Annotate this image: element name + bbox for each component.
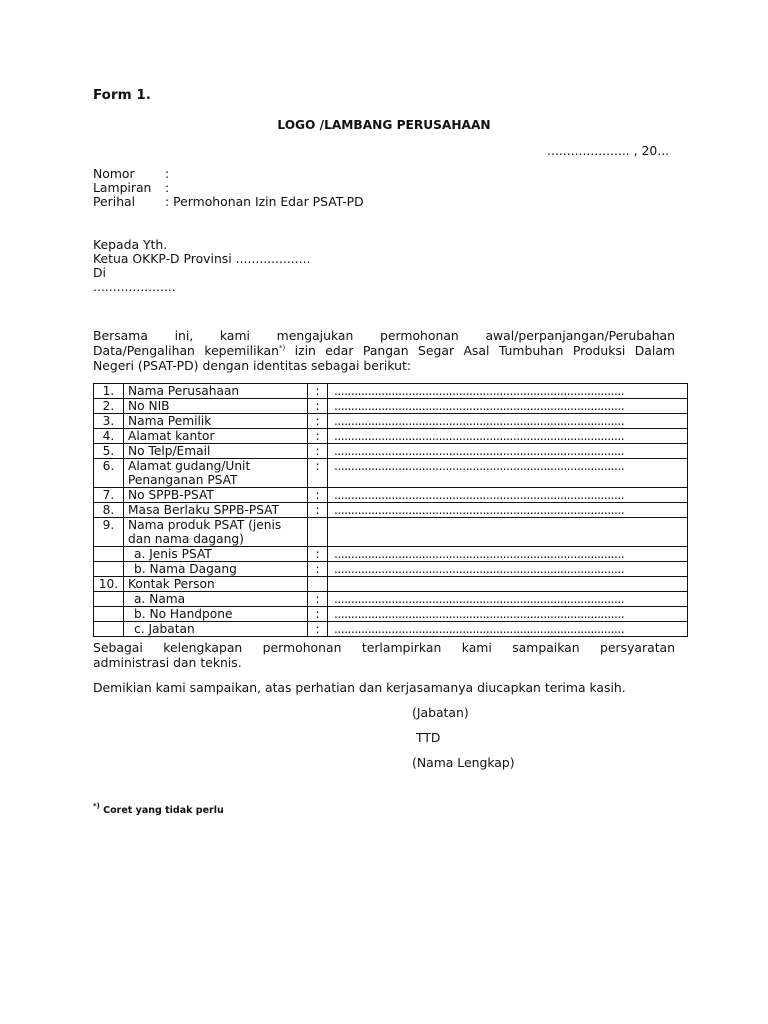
table-row [94, 459, 688, 488]
row-number: 3. [94, 414, 124, 429]
row-value-field[interactable]: ...................................................................................... [328, 547, 688, 562]
logo-placeholder: LOGO /LAMBANG PERUSAHAAN [277, 118, 491, 132]
table-row [94, 622, 688, 637]
table-row [94, 592, 688, 607]
footnote-text: Coret yang tidak perlu [99, 805, 224, 816]
row-value-field[interactable]: ...................................................................................... [328, 384, 688, 399]
table-row [94, 399, 688, 414]
signature-sign: TTD [416, 730, 441, 745]
row-number [94, 607, 124, 622]
row-value-field[interactable]: ...................................................................................... [328, 592, 688, 607]
row-number: 10. [94, 577, 124, 592]
row-colon: : [308, 607, 328, 622]
closing-line: administrasi dan teknis. [93, 655, 242, 670]
row-value-field[interactable] [328, 577, 688, 592]
intro-line: Negeri (PSAT-PD) dengan identitas sebagai berikut: [93, 358, 412, 373]
meta-label: Perihal [93, 194, 136, 209]
table-row [94, 429, 688, 444]
closing-thanks: Demikian kami sampaikan, atas perhatian dan kerjasamanya diucapkan terima kasih. [93, 680, 626, 695]
row-label: Masa Berlaku SPPB-PSAT [124, 503, 308, 518]
intro-line: Bersama ini, kami mengajukan permohonan awal/perpanjangan/Perubahan [93, 328, 675, 343]
row-value-field[interactable]: ...................................................................................... [328, 459, 688, 488]
row-label: Nama Pemilik [124, 414, 308, 429]
row-number: 4. [94, 429, 124, 444]
form-title: Form 1. [93, 87, 151, 103]
row-number: 1. [94, 384, 124, 399]
table-row [94, 518, 688, 547]
meta-value: : [165, 180, 170, 195]
row-value-field[interactable]: ...................................................................................... [328, 429, 688, 444]
footnote [93, 803, 224, 818]
row-colon: : [308, 547, 328, 562]
row-number [94, 547, 124, 562]
row-number: 9. [94, 518, 124, 547]
signature-name: (Nama Lengkap) [412, 755, 515, 770]
meta-value: : [165, 166, 170, 181]
row-value-field[interactable]: ...................................................................................... [328, 503, 688, 518]
identity-table [93, 383, 688, 637]
table-row [94, 488, 688, 503]
meta-perihal [93, 194, 364, 209]
row-number [94, 562, 124, 577]
table-row [94, 414, 688, 429]
row-colon: : [308, 399, 328, 414]
recipient-line: ..................... [93, 279, 176, 294]
row-label: b. No Handpone [124, 607, 308, 622]
row-colon [308, 577, 328, 592]
row-colon: : [308, 384, 328, 399]
table-row [94, 503, 688, 518]
meta-value: : Permohonan Izin Edar PSAT-PD [165, 194, 364, 209]
row-label: No Telp/Email [124, 444, 308, 459]
intro-text: izin edar Pangan Segar Asal Tumbuhan Produksi Dalam [285, 343, 675, 358]
row-label: b. Nama Dagang [124, 562, 308, 577]
footnote-mark: *) [278, 344, 286, 352]
row-number: 7. [94, 488, 124, 503]
row-colon: : [308, 592, 328, 607]
row-colon: : [308, 459, 328, 488]
row-label: Nama Perusahaan [124, 384, 308, 399]
meta-label: Lampiran [93, 180, 152, 195]
intro-paragraph [93, 328, 675, 373]
recipient-line: Ketua OKKP-D Provinsi ................... [93, 251, 311, 266]
row-value-field[interactable]: ...................................................................................... [328, 488, 688, 503]
row-value-field[interactable]: ...................................................................................... [328, 399, 688, 414]
row-value-field[interactable]: ...................................................................................... [328, 414, 688, 429]
row-label: a. Nama [124, 592, 308, 607]
row-colon [308, 518, 328, 547]
row-value-field[interactable]: ...................................................................................... [328, 562, 688, 577]
row-colon: : [308, 503, 328, 518]
row-colon: : [308, 414, 328, 429]
row-label: No SPPB-PSAT [124, 488, 308, 503]
row-label: Kontak Person [124, 577, 308, 592]
row-label: Alamat kantor [124, 429, 308, 444]
row-label: a. Jenis PSAT [124, 547, 308, 562]
row-value-field[interactable]: ...................................................................................... [328, 607, 688, 622]
row-label: c. Jabatan [124, 622, 308, 637]
meta-nomor [93, 166, 169, 181]
meta-lampiran [93, 180, 169, 195]
table-row [94, 547, 688, 562]
intro-text: Data/Pengalihan kepemilikan [93, 343, 279, 358]
row-colon: : [308, 488, 328, 503]
closing-line: Sebagai kelengkapan permohonan terlampirkan kami sampaikan persyaratan [93, 640, 675, 655]
row-value-field[interactable]: ...................................................................................... [328, 622, 688, 637]
row-colon: : [308, 429, 328, 444]
row-colon: : [308, 562, 328, 577]
row-number [94, 592, 124, 607]
row-number: 2. [94, 399, 124, 414]
table-row [94, 444, 688, 459]
row-label: No NIB [124, 399, 308, 414]
table-row [94, 384, 688, 399]
row-label: Alamat gudang/Unit Penanganan PSAT [124, 459, 308, 488]
row-number: 6. [94, 459, 124, 488]
recipient-line: Di [93, 265, 106, 280]
row-colon: : [308, 622, 328, 637]
signature-position: (Jabatan) [412, 705, 469, 720]
row-number: 8. [94, 503, 124, 518]
row-colon: : [308, 444, 328, 459]
recipient-greeting: Kepada Yth. [93, 237, 168, 252]
meta-label: Nomor [93, 166, 135, 181]
table-row [94, 562, 688, 577]
table-row [94, 577, 688, 592]
intro-line [93, 343, 675, 358]
row-value-field[interactable]: ...................................................................................... [328, 444, 688, 459]
table-row [94, 607, 688, 622]
date-line: ..................... , 20... [547, 143, 670, 158]
row-number: 5. [94, 444, 124, 459]
row-number [94, 622, 124, 637]
row-label: Nama produk PSAT (jenis dan nama dagang) [124, 518, 308, 547]
row-value-field[interactable] [328, 518, 688, 547]
closing-paragraph [93, 640, 675, 670]
footnote-mark: *) [93, 802, 100, 810]
